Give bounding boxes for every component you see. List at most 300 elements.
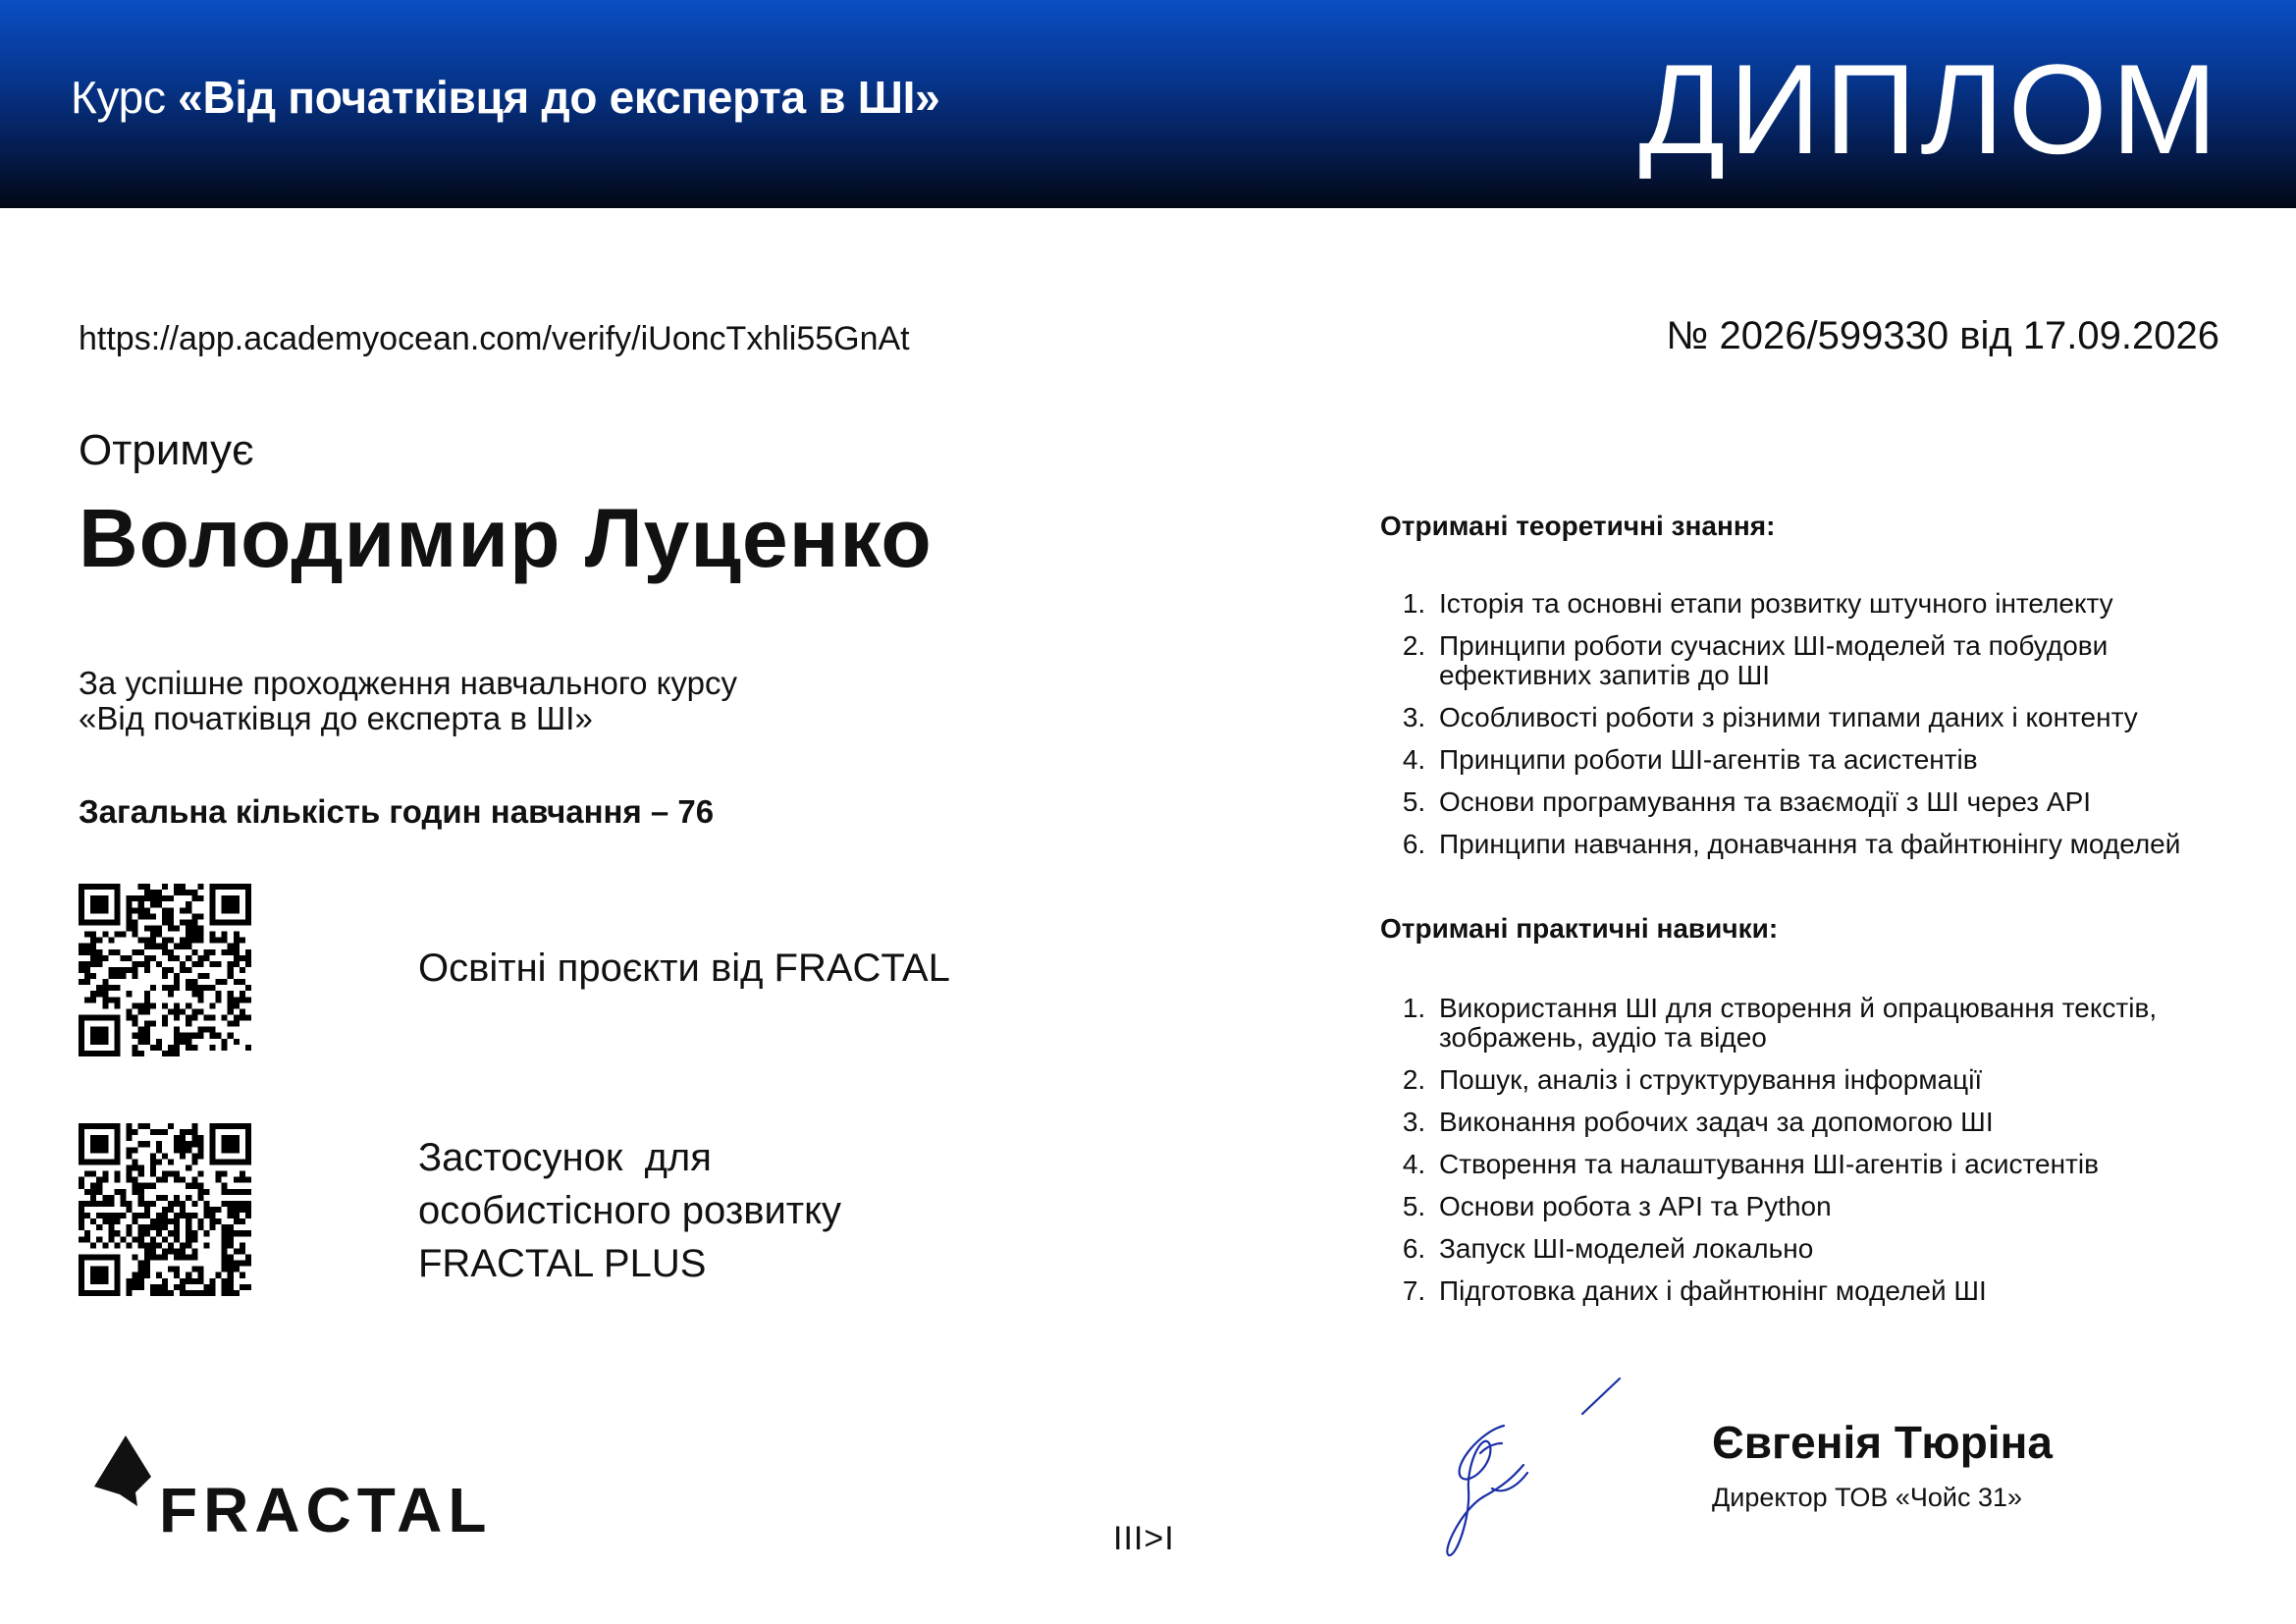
qr-module <box>127 1164 133 1170</box>
qr-module <box>127 1290 133 1296</box>
qr-module <box>222 1201 228 1207</box>
qr-module <box>79 1183 84 1189</box>
qr-module <box>79 944 84 949</box>
qr-module <box>79 1147 84 1153</box>
qr-module <box>245 1213 251 1218</box>
qr-module <box>144 1261 150 1267</box>
qr-module <box>191 913 197 919</box>
qr-module <box>156 1129 162 1135</box>
qr-module <box>191 1183 197 1189</box>
qr-module <box>150 1201 156 1207</box>
qr-module <box>90 1183 96 1189</box>
qr-module <box>102 901 108 907</box>
qr-module <box>90 991 96 997</box>
qr-module <box>102 997 108 1002</box>
qr-module <box>162 944 168 949</box>
qr-module <box>245 1045 251 1051</box>
qr-module <box>114 1290 120 1296</box>
qr-module <box>79 1207 84 1213</box>
qr-module <box>156 932 162 938</box>
qr-module <box>114 1033 120 1039</box>
qr-module <box>156 895 162 901</box>
qr-module <box>240 997 245 1002</box>
qr-module <box>90 932 96 938</box>
qr-module <box>79 961 84 967</box>
qr-module <box>138 907 144 913</box>
qr-module <box>191 1123 197 1129</box>
qr-module <box>180 1284 186 1290</box>
qr-module <box>174 1213 180 1218</box>
qr-module <box>197 955 203 961</box>
qr-module <box>197 895 203 901</box>
qr-module <box>127 907 133 913</box>
qr-module <box>245 1261 251 1267</box>
verify-link[interactable]: https://app.academyocean.com/verify/iUoncTxhli55GnAt <box>79 320 910 357</box>
qr-module <box>197 1195 203 1201</box>
qr-module <box>133 1236 138 1242</box>
qr-module <box>168 1171 174 1177</box>
qr-module <box>245 949 251 955</box>
qr-module <box>144 1207 150 1213</box>
study-hours: Загальна кількість годин навчання – 76 <box>79 793 715 830</box>
qr-module <box>174 1002 180 1008</box>
qr-module <box>245 1153 251 1159</box>
qr-module <box>150 901 156 907</box>
qr-module <box>222 1242 228 1248</box>
qr-code-fractal-plus[interactable] <box>79 1123 251 1296</box>
qr-module <box>90 944 96 949</box>
qr-module <box>168 1045 174 1051</box>
qr-module <box>210 1290 216 1296</box>
qr-module <box>210 1153 216 1159</box>
qr-module <box>228 1278 234 1284</box>
qr-module <box>144 991 150 997</box>
qr-module <box>156 1218 162 1224</box>
qr-module <box>245 895 251 901</box>
qr-module <box>180 1290 186 1296</box>
qr-module <box>203 1207 209 1213</box>
qr-caption-app-line-3: FRACTAL PLUS <box>418 1242 707 1285</box>
qr-module <box>234 1218 240 1224</box>
qr-module <box>210 901 216 907</box>
qr-module <box>79 1267 84 1272</box>
qr-module <box>240 1284 245 1290</box>
qr-module <box>102 1159 108 1164</box>
signer-title: Директор ТОВ «Чойс 31» <box>1712 1483 2023 1512</box>
qr-module <box>114 1129 120 1135</box>
qr-module <box>197 1183 203 1189</box>
qr-module <box>228 1008 234 1014</box>
qr-module <box>127 1201 133 1207</box>
qr-module <box>150 932 156 938</box>
qr-module <box>114 1153 120 1159</box>
qr-module <box>138 1141 144 1147</box>
qr-module <box>90 1290 96 1296</box>
qr-module <box>138 1027 144 1033</box>
qr-module <box>79 1290 84 1296</box>
qr-module <box>186 985 191 991</box>
list-item: 1. Використання ШІ для створення й опрацювання текстів, зображень, аудіо та відео <box>1433 994 2244 1053</box>
qr-module <box>197 1272 203 1278</box>
qr-module <box>210 1284 216 1290</box>
qr-module <box>150 913 156 919</box>
qr-module <box>102 1002 108 1008</box>
qr-module <box>138 1261 144 1267</box>
qr-module <box>203 1015 209 1021</box>
qr-module <box>228 1189 234 1195</box>
qr-module <box>234 997 240 1002</box>
qr-module <box>84 919 90 925</box>
qr-module <box>102 1278 108 1284</box>
qr-module <box>174 884 180 890</box>
qr-module <box>197 1224 203 1230</box>
qr-caption-app-line-2: особистісного розвитку <box>418 1189 842 1232</box>
qr-module <box>79 1051 84 1056</box>
qr-module <box>150 1255 156 1261</box>
qr-module <box>127 913 133 919</box>
qr-module <box>108 1230 114 1236</box>
qr-module <box>96 907 102 913</box>
qr-module <box>127 1242 133 1248</box>
qr-module <box>228 1224 234 1230</box>
qr-module <box>234 1002 240 1008</box>
qr-module <box>186 944 191 949</box>
qr-module <box>108 949 114 955</box>
qr-module <box>84 1236 90 1242</box>
qr-module <box>228 884 234 890</box>
qr-module <box>197 1153 203 1159</box>
qr-module <box>79 913 84 919</box>
qr-module <box>96 985 102 991</box>
qr-module <box>228 907 234 913</box>
qr-module <box>138 1278 144 1284</box>
qr-module <box>210 1045 216 1051</box>
qr-module <box>96 991 102 997</box>
qr-module <box>114 1027 120 1033</box>
qr-module <box>168 938 174 944</box>
qr-module <box>228 919 234 925</box>
qr-module <box>228 1033 234 1039</box>
qr-module <box>245 1141 251 1147</box>
qr-module <box>234 1159 240 1164</box>
qr-module <box>144 1002 150 1008</box>
qr-module <box>133 1255 138 1261</box>
qr-module <box>114 1135 120 1141</box>
qr-module <box>180 1213 186 1218</box>
qr-module <box>96 1267 102 1272</box>
qr-module <box>138 1224 144 1230</box>
qr-module <box>138 1201 144 1207</box>
qr-module <box>191 1008 197 1014</box>
qr-code-fractal-projects[interactable] <box>79 884 251 1056</box>
qr-module <box>96 1278 102 1284</box>
qr-module <box>79 1033 84 1039</box>
qr-module <box>102 919 108 925</box>
qr-module <box>186 1242 191 1248</box>
qr-module <box>108 973 114 979</box>
receives-label: Отримує <box>79 426 254 474</box>
qr-module <box>203 985 209 991</box>
qr-module <box>228 901 234 907</box>
qr-module <box>228 1201 234 1207</box>
qr-module <box>180 967 186 973</box>
qr-module <box>186 907 191 913</box>
fractal-logo-text: FRACTAL <box>159 1475 493 1543</box>
qr-module <box>144 1267 150 1272</box>
qr-module <box>222 1141 228 1147</box>
qr-module <box>180 1033 186 1039</box>
qr-module <box>102 884 108 890</box>
qr-module <box>162 1290 168 1296</box>
qr-module <box>186 1002 191 1008</box>
qr-module <box>108 1218 114 1224</box>
qr-module <box>186 925 191 931</box>
qr-module <box>127 919 133 925</box>
qr-module <box>79 1141 84 1147</box>
qr-module <box>133 1147 138 1153</box>
qr-module <box>96 1039 102 1045</box>
qr-module <box>150 1290 156 1296</box>
qr-module <box>114 1284 120 1290</box>
qr-module <box>120 1236 126 1242</box>
qr-module <box>79 1039 84 1045</box>
qr-module <box>180 1255 186 1261</box>
qr-module <box>191 1255 197 1261</box>
qr-module <box>138 901 144 907</box>
qr-module <box>222 1147 228 1153</box>
qr-module <box>114 1272 120 1278</box>
qr-module <box>150 1242 156 1248</box>
qr-module <box>191 991 197 997</box>
qr-module <box>228 961 234 967</box>
qr-module <box>114 1213 120 1218</box>
qr-module <box>133 1033 138 1039</box>
qr-module <box>228 997 234 1002</box>
qr-module <box>156 1272 162 1278</box>
qr-module <box>191 1159 197 1164</box>
qr-module <box>222 949 228 955</box>
qr-module <box>120 955 126 961</box>
qr-module <box>108 1201 114 1207</box>
qr-module <box>144 961 150 967</box>
qr-module <box>245 985 251 991</box>
qr-module <box>162 949 168 955</box>
qr-module <box>102 907 108 913</box>
qr-module <box>127 955 133 961</box>
qr-module <box>127 1123 133 1129</box>
qr-module <box>234 1141 240 1147</box>
qr-module <box>197 985 203 991</box>
qr-module <box>114 985 120 991</box>
qr-module <box>138 1230 144 1236</box>
qr-module <box>96 938 102 944</box>
list-item: 2. Принципи роботи сучасних ШІ-моделей та побудови ефективних запитів до ШІ <box>1433 631 2244 690</box>
qr-module <box>144 1248 150 1254</box>
qr-module <box>138 1242 144 1248</box>
qr-module <box>144 925 150 931</box>
qr-module <box>203 973 209 979</box>
qr-module <box>186 967 191 973</box>
qr-module <box>191 1213 197 1218</box>
qr-module <box>222 979 228 985</box>
qr-module <box>203 1213 209 1218</box>
list-item: 6. Запуск ШІ-моделей локально <box>1433 1234 2244 1264</box>
qr-module <box>234 932 240 938</box>
qr-module <box>234 1207 240 1213</box>
qr-module <box>138 1195 144 1201</box>
qr-module <box>114 1051 120 1056</box>
qr-module <box>222 1039 228 1045</box>
qr-module <box>186 1015 191 1021</box>
qr-module <box>240 1015 245 1021</box>
qr-module <box>150 1153 156 1159</box>
qr-module <box>186 1183 191 1189</box>
qr-module <box>127 991 133 997</box>
qr-module <box>168 919 174 925</box>
qr-caption-app <box>418 1131 841 1290</box>
qr-module <box>210 1129 216 1135</box>
qr-module <box>144 895 150 901</box>
qr-module <box>127 901 133 907</box>
qr-module <box>197 1278 203 1284</box>
qr-module <box>150 1045 156 1051</box>
qr-module <box>240 1171 245 1177</box>
qr-module <box>168 1201 174 1207</box>
qr-module <box>228 1123 234 1129</box>
qr-module <box>180 1039 186 1045</box>
qr-module <box>150 985 156 991</box>
qr-module <box>144 1255 150 1261</box>
qr-module <box>197 997 203 1002</box>
qr-module <box>203 1189 209 1195</box>
qr-module <box>133 932 138 938</box>
qr-module <box>234 1015 240 1021</box>
qr-module <box>216 919 222 925</box>
qr-module <box>234 938 240 944</box>
qr-module <box>138 884 144 890</box>
qr-module <box>156 1147 162 1153</box>
qr-module <box>96 1290 102 1296</box>
qr-module <box>186 979 191 985</box>
qr-module <box>102 1272 108 1278</box>
qr-module <box>216 1159 222 1164</box>
diploma-title: ДИПЛОМ <box>1638 37 2221 181</box>
qr-module <box>245 1255 251 1261</box>
qr-module <box>191 1153 197 1159</box>
qr-module <box>138 938 144 944</box>
qr-module <box>222 1278 228 1284</box>
qr-module <box>156 1224 162 1230</box>
qr-module <box>210 1123 216 1129</box>
qr-module <box>90 997 96 1002</box>
qr-module <box>114 919 120 925</box>
qr-module <box>90 1242 96 1248</box>
qr-module <box>127 1171 133 1177</box>
qr-module <box>222 919 228 925</box>
qr-module <box>210 1213 216 1218</box>
qr-module <box>234 961 240 967</box>
qr-module <box>138 1123 144 1129</box>
qr-module <box>114 973 120 979</box>
qr-module <box>114 1147 120 1153</box>
qr-module <box>222 1267 228 1272</box>
qr-module <box>127 1147 133 1153</box>
qr-module <box>210 890 216 895</box>
qr-module <box>84 967 90 973</box>
qr-module <box>174 1284 180 1290</box>
qr-module <box>133 1284 138 1290</box>
qr-module <box>102 1213 108 1218</box>
qr-module <box>150 1248 156 1254</box>
qr-module <box>180 1141 186 1147</box>
qr-module <box>150 895 156 901</box>
qr-module <box>96 1135 102 1141</box>
qr-module <box>228 1272 234 1278</box>
qr-module <box>168 1230 174 1236</box>
qr-module <box>79 949 84 955</box>
qr-module <box>228 1135 234 1141</box>
qr-module <box>90 1255 96 1261</box>
qr-module <box>133 1021 138 1027</box>
qr-module <box>114 1039 120 1045</box>
list-item: 1. Історія та основні етапи розвитку штучного інтелекту <box>1433 589 2244 619</box>
qr-module <box>240 979 245 985</box>
qr-module <box>133 1218 138 1224</box>
qr-module <box>96 1027 102 1033</box>
qr-module <box>186 1278 191 1284</box>
qr-module <box>162 1213 168 1218</box>
qr-module <box>79 901 84 907</box>
qr-module <box>102 1267 108 1272</box>
qr-module <box>138 1051 144 1056</box>
qr-module <box>84 1123 90 1129</box>
qr-module <box>79 1284 84 1290</box>
qr-module <box>114 1159 120 1164</box>
qr-module <box>168 913 174 919</box>
qr-module <box>228 895 234 901</box>
qr-module <box>150 1129 156 1135</box>
qr-module <box>210 907 216 913</box>
qr-module <box>127 1015 133 1021</box>
qr-module <box>245 919 251 925</box>
qr-module <box>114 1177 120 1183</box>
qr-module <box>127 1129 133 1135</box>
fractal-logo-icon <box>94 1435 151 1506</box>
qr-module <box>168 1051 174 1056</box>
qr-module <box>228 967 234 973</box>
qr-module <box>234 1201 240 1207</box>
qr-module <box>144 907 150 913</box>
qr-module <box>174 1195 180 1201</box>
qr-module <box>203 1201 209 1207</box>
qr-module <box>197 884 203 890</box>
qr-module <box>222 1123 228 1129</box>
qr-module <box>191 938 197 944</box>
qr-module <box>216 1207 222 1213</box>
qr-module <box>144 1242 150 1248</box>
qr-module <box>245 1177 251 1183</box>
qr-module <box>222 938 228 944</box>
practice-title: Отримані практичні навички: <box>1380 913 1779 944</box>
qr-module <box>174 944 180 949</box>
qr-module <box>90 1147 96 1153</box>
qr-module <box>186 1236 191 1242</box>
qr-module <box>108 1159 114 1164</box>
theory-title: Отримані теоретичні знання: <box>1380 511 1776 541</box>
qr-module <box>203 1027 209 1033</box>
qr-module <box>114 1267 120 1272</box>
qr-module <box>210 1224 216 1230</box>
